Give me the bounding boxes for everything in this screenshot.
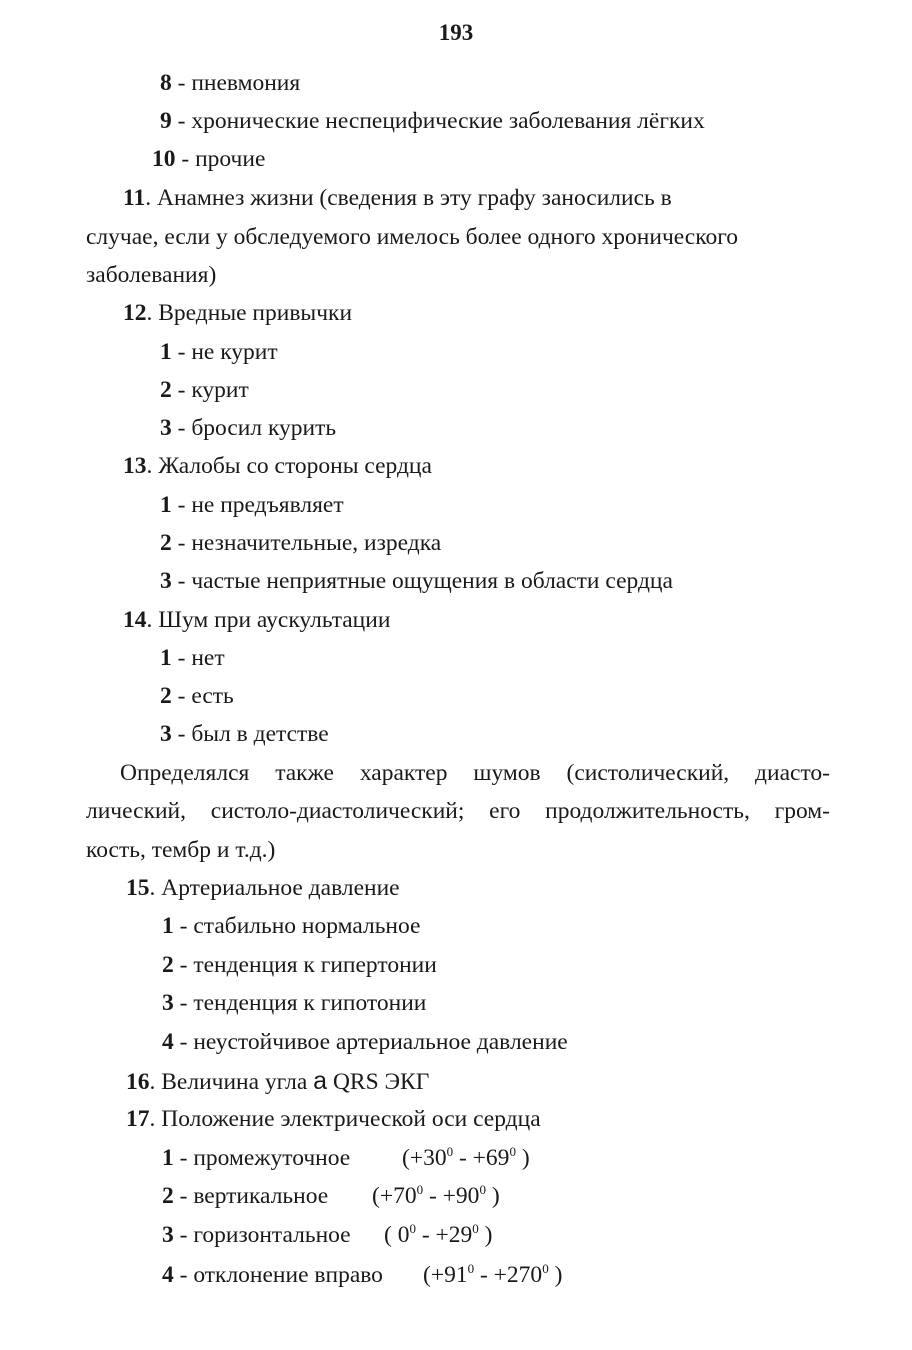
section-text: . Артериальное давление — [149, 875, 400, 901]
section-16-heading — [126, 1067, 429, 1096]
item-text: - отклонение вправо — [173, 1262, 383, 1288]
range-end: - +90 — [423, 1183, 480, 1209]
item-text: - курит — [171, 377, 249, 403]
range-start: (+30 — [402, 1145, 447, 1171]
axis-item-3 — [162, 1222, 351, 1249]
axis-range-2 — [372, 1183, 500, 1210]
item-text: - горизонтальное — [173, 1222, 351, 1248]
list-item — [162, 990, 426, 1017]
degree-sign: 0 — [446, 1144, 454, 1159]
item-text: - тенденция к гипотонии — [173, 990, 427, 1016]
item-text: - не курит — [171, 339, 278, 365]
range-close: ) — [548, 1262, 563, 1288]
axis-range-1 — [402, 1145, 530, 1172]
degree-sign: 0 — [416, 1182, 424, 1197]
axis-range-3 — [384, 1222, 493, 1249]
item-number: 3 — [162, 990, 174, 1016]
axis-range-4 — [423, 1262, 562, 1289]
item-number: 4 — [162, 1029, 174, 1055]
section-number: 16 — [126, 1069, 150, 1095]
list-item — [162, 1029, 568, 1056]
item-number: 1 — [160, 645, 172, 671]
list-item — [160, 377, 249, 404]
item-text: - пневмония — [171, 70, 301, 96]
section-number: 11 — [123, 185, 146, 211]
list-item — [160, 645, 225, 672]
list-item — [160, 415, 336, 442]
item-number: 1 — [160, 492, 172, 518]
section-text: . Анамнез жизни (сведения в эту графу заносились в — [145, 185, 672, 211]
item-number: 2 — [160, 683, 172, 709]
item-text: - хронические неспецифические заболевания лёгких — [171, 108, 705, 134]
list-item — [162, 952, 437, 979]
section-text: . Шум при аускультации — [146, 607, 391, 633]
list-item-9 — [160, 108, 705, 135]
item-number: 3 — [160, 415, 172, 441]
axis-item-1 — [162, 1145, 350, 1172]
section-text: . Жалобы со стороны сердца — [146, 453, 432, 479]
range-close: ) — [485, 1183, 500, 1209]
item-number: 1 — [160, 339, 172, 365]
range-close: ) — [478, 1222, 493, 1248]
item-text: - промежуточное — [173, 1145, 351, 1171]
item-text: - стабильно нормальное — [173, 913, 421, 939]
range-start: (+70 — [372, 1183, 417, 1209]
item-number: 9 — [160, 108, 172, 134]
section-14-heading — [123, 607, 390, 634]
section-11-continuation: заболевания) — [86, 262, 217, 288]
degree-sign: 0 — [542, 1261, 549, 1276]
item-number: 1 — [162, 913, 174, 939]
section-text: . Вредные привычки — [146, 300, 353, 326]
section-11-heading — [123, 185, 672, 212]
section-15-heading — [126, 875, 400, 902]
list-item — [162, 913, 420, 940]
alpha-symbol: a — [313, 1067, 328, 1095]
item-text: - тенденция к гипертонии — [173, 952, 437, 978]
item-text: - был в детстве — [171, 721, 329, 747]
item-number: 1 — [162, 1145, 174, 1171]
item-number: 2 — [160, 377, 172, 403]
degree-sign: 0 — [509, 1144, 516, 1159]
section-text: . Величина угла — [149, 1069, 314, 1095]
item-text: - нет — [171, 645, 225, 671]
list-item — [160, 492, 344, 519]
item-text: - есть — [171, 683, 234, 709]
item-number: 2 — [160, 530, 172, 556]
axis-item-4 — [162, 1262, 383, 1289]
item-text: - частые неприятные ощущения в области сердца — [171, 568, 673, 594]
paragraph-line: лический, систоло-диастолический; его продолжительность, гром- — [86, 798, 830, 824]
item-text: - вертикальное — [173, 1183, 329, 1209]
item-text: - прочие — [175, 146, 266, 172]
range-end: - +69 — [453, 1145, 510, 1171]
axis-item-2 — [162, 1183, 328, 1210]
section-11-continuation: случае, если у обследуемого имелось более одного хронического — [86, 224, 738, 250]
degree-sign: 0 — [467, 1261, 475, 1276]
section-text-tail: QRS ЭКГ — [327, 1069, 430, 1095]
range-end: - +29 — [415, 1222, 473, 1248]
item-text: - не предъявляет — [171, 492, 344, 518]
item-number: 3 — [162, 1222, 174, 1248]
paragraph-line: кость, тембр и т.д.) — [86, 837, 276, 863]
section-text: . Положение электрической оси сердца — [149, 1106, 541, 1132]
item-number: 10 — [152, 146, 176, 172]
list-item-8 — [160, 70, 300, 97]
section-number: 15 — [126, 875, 150, 901]
degree-sign: 0 — [479, 1182, 486, 1197]
section-13-heading — [123, 453, 432, 480]
paragraph-line: Определялся также характер шумов (систолический, диасто- — [120, 760, 830, 786]
section-number: 13 — [123, 453, 147, 479]
section-number: 12 — [123, 300, 147, 326]
section-number: 14 — [123, 607, 147, 633]
list-item — [160, 530, 441, 557]
list-item — [160, 339, 278, 366]
range-end: - +270 — [474, 1262, 543, 1288]
range-start: (+91 — [423, 1262, 468, 1288]
degree-sign: 0 — [472, 1221, 479, 1236]
item-number: 2 — [162, 1183, 174, 1209]
item-number: 4 — [162, 1262, 174, 1288]
range-close: ) — [515, 1145, 530, 1171]
list-item — [160, 721, 329, 748]
list-item-10 — [152, 146, 265, 173]
item-number: 3 — [160, 721, 172, 747]
item-number: 8 — [160, 70, 172, 96]
range-start: ( 0 — [384, 1222, 410, 1248]
list-item — [160, 568, 673, 595]
item-text: - неустойчивое артериальное давление — [173, 1029, 568, 1055]
page-number: 193 — [438, 20, 474, 45]
section-number: 17 — [126, 1106, 150, 1132]
item-text: - бросил курить — [171, 415, 337, 441]
degree-sign: 0 — [409, 1221, 416, 1236]
item-number: 2 — [162, 952, 174, 978]
section-12-heading — [123, 300, 352, 327]
section-17-heading — [126, 1106, 541, 1133]
item-number: 3 — [160, 568, 172, 594]
item-text: - незначительные, изредка — [171, 530, 442, 556]
list-item — [160, 683, 234, 710]
